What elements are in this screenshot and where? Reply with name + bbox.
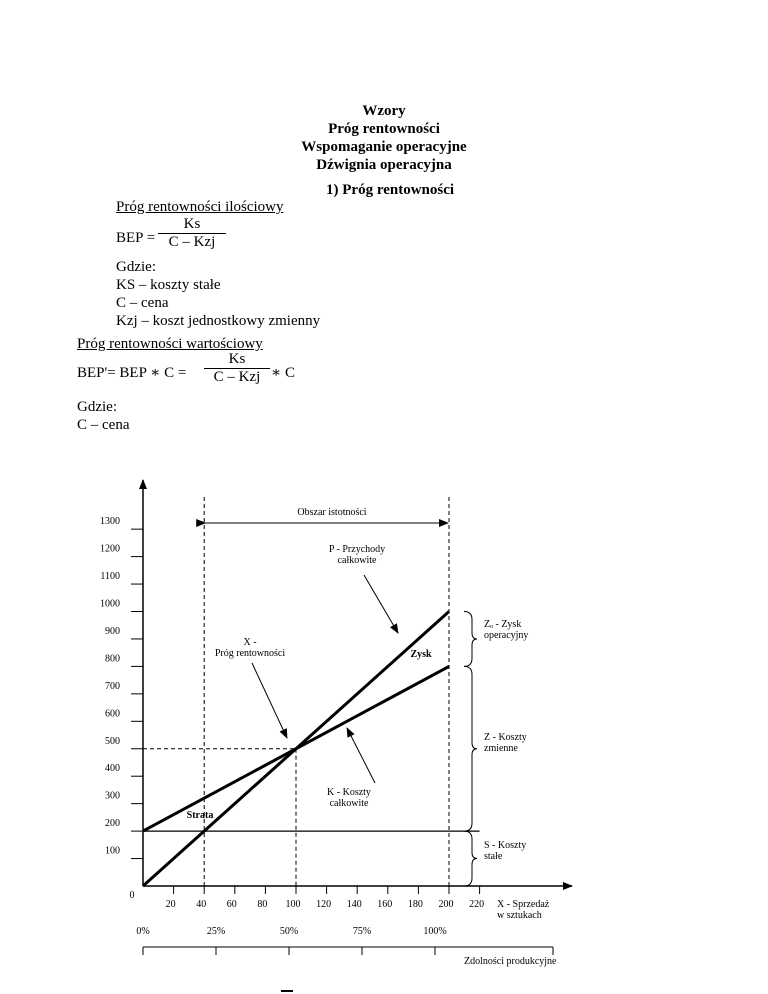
formula2-definition: C – cena xyxy=(77,417,130,433)
y-tick-label: 900 xyxy=(105,625,120,637)
revenue-pointer xyxy=(364,575,398,633)
x-tick-label: 20 xyxy=(165,899,176,910)
x-tick-label: 60 xyxy=(226,899,237,910)
x-tick-label: 40 xyxy=(196,899,207,910)
y-tick-label: 400 xyxy=(105,763,120,775)
x-axis-label: X - Sprzedaż w sztukach xyxy=(497,899,550,921)
y-tick-label: 800 xyxy=(105,653,120,665)
capacity-tick-label: 100% xyxy=(423,926,447,937)
formula2-where: Gdzie: xyxy=(77,399,117,415)
formula1-definition: Kzj – koszt jednostkowy zmienny xyxy=(116,313,321,329)
x-tick-label: 200 xyxy=(438,899,454,910)
break-even-label: X -Próg rentowności xyxy=(214,637,286,659)
capacity-tick-label: 50% xyxy=(279,926,299,937)
y-tick-label: 100 xyxy=(105,845,120,857)
total-cost-label: K - Koszty całkowite xyxy=(327,787,371,809)
operating-profit-label: Zₒ - Zysk operacyjny xyxy=(484,619,529,641)
formula2-rhs: ∗ C xyxy=(271,365,295,381)
y-tick-label: 500 xyxy=(105,735,120,747)
formula1-numerator: Ks xyxy=(183,216,201,232)
page-marker xyxy=(281,990,293,992)
formula1-lhs: BEP = xyxy=(116,230,156,246)
total-cost-pointer xyxy=(347,728,375,783)
operating-profit-brace xyxy=(464,612,477,667)
x-tick-label: 180 xyxy=(407,899,423,910)
break-even-pointer xyxy=(252,663,287,738)
x-tick-label: 120 xyxy=(316,899,332,910)
profit-region-label: Zysk xyxy=(410,649,432,660)
capacity-tick-label: 0% xyxy=(136,926,150,937)
formula2-numerator: Ks xyxy=(228,351,246,367)
capacity-axis-label: Zdolności produkcyjne xyxy=(464,956,557,967)
y-tick-label: 300 xyxy=(105,790,120,802)
x-tick-label: 80 xyxy=(257,899,268,910)
formula1-denominator: C – Kzj xyxy=(158,233,226,251)
variable-cost-brace xyxy=(464,666,477,831)
y-tick-label: 600 xyxy=(105,708,120,720)
formula1-definition: KS – koszty stałe xyxy=(116,277,221,293)
y-tick-label: 1300 xyxy=(100,516,120,528)
capacity-tick-label: 75% xyxy=(352,926,372,937)
origin-label: 0 xyxy=(129,890,135,901)
loss-region-label: Strata xyxy=(186,810,214,821)
title-line: Dźwignia operacyjna xyxy=(316,157,452,173)
fixed-cost-brace xyxy=(464,831,477,886)
formula2-denominator: C – Kzj xyxy=(204,368,270,386)
relevance-range-label: Obszar istotności xyxy=(297,507,367,518)
title-line: Próg rentowności xyxy=(328,121,440,137)
x-tick-label: 160 xyxy=(377,899,393,910)
formula1-definition: C – cena xyxy=(116,295,169,311)
y-tick-label: 1000 xyxy=(100,598,120,610)
section-heading: 1) Próg rentowności xyxy=(326,182,455,198)
x-tick-label: 140 xyxy=(346,899,362,910)
x-tick-label: 220 xyxy=(469,899,485,910)
capacity-tick-label: 25% xyxy=(206,926,226,937)
formula1-where: Gdzie: xyxy=(116,259,156,275)
y-tick-label: 1200 xyxy=(100,543,120,555)
y-tick-label: 200 xyxy=(105,818,120,830)
formula2-lhs: BEP'= BEP ∗ C = xyxy=(77,365,187,381)
variable-cost-label: Z - Koszty zmienne xyxy=(484,732,527,754)
revenue-label: P - Przychody całkowite xyxy=(328,544,386,566)
title-line: Wzory xyxy=(362,103,406,119)
formula2-heading: Próg rentowności wartościowy xyxy=(77,336,263,352)
x-tick-label: 100 xyxy=(285,899,301,910)
formula1-heading: Próg rentowności ilościowy xyxy=(116,199,284,215)
y-tick-label: 700 xyxy=(105,680,120,692)
title-line: Wspomaganie operacyjne xyxy=(301,139,467,155)
fixed-cost-label: S - Koszty stałe xyxy=(484,840,527,862)
y-tick-label: 1100 xyxy=(100,571,120,583)
